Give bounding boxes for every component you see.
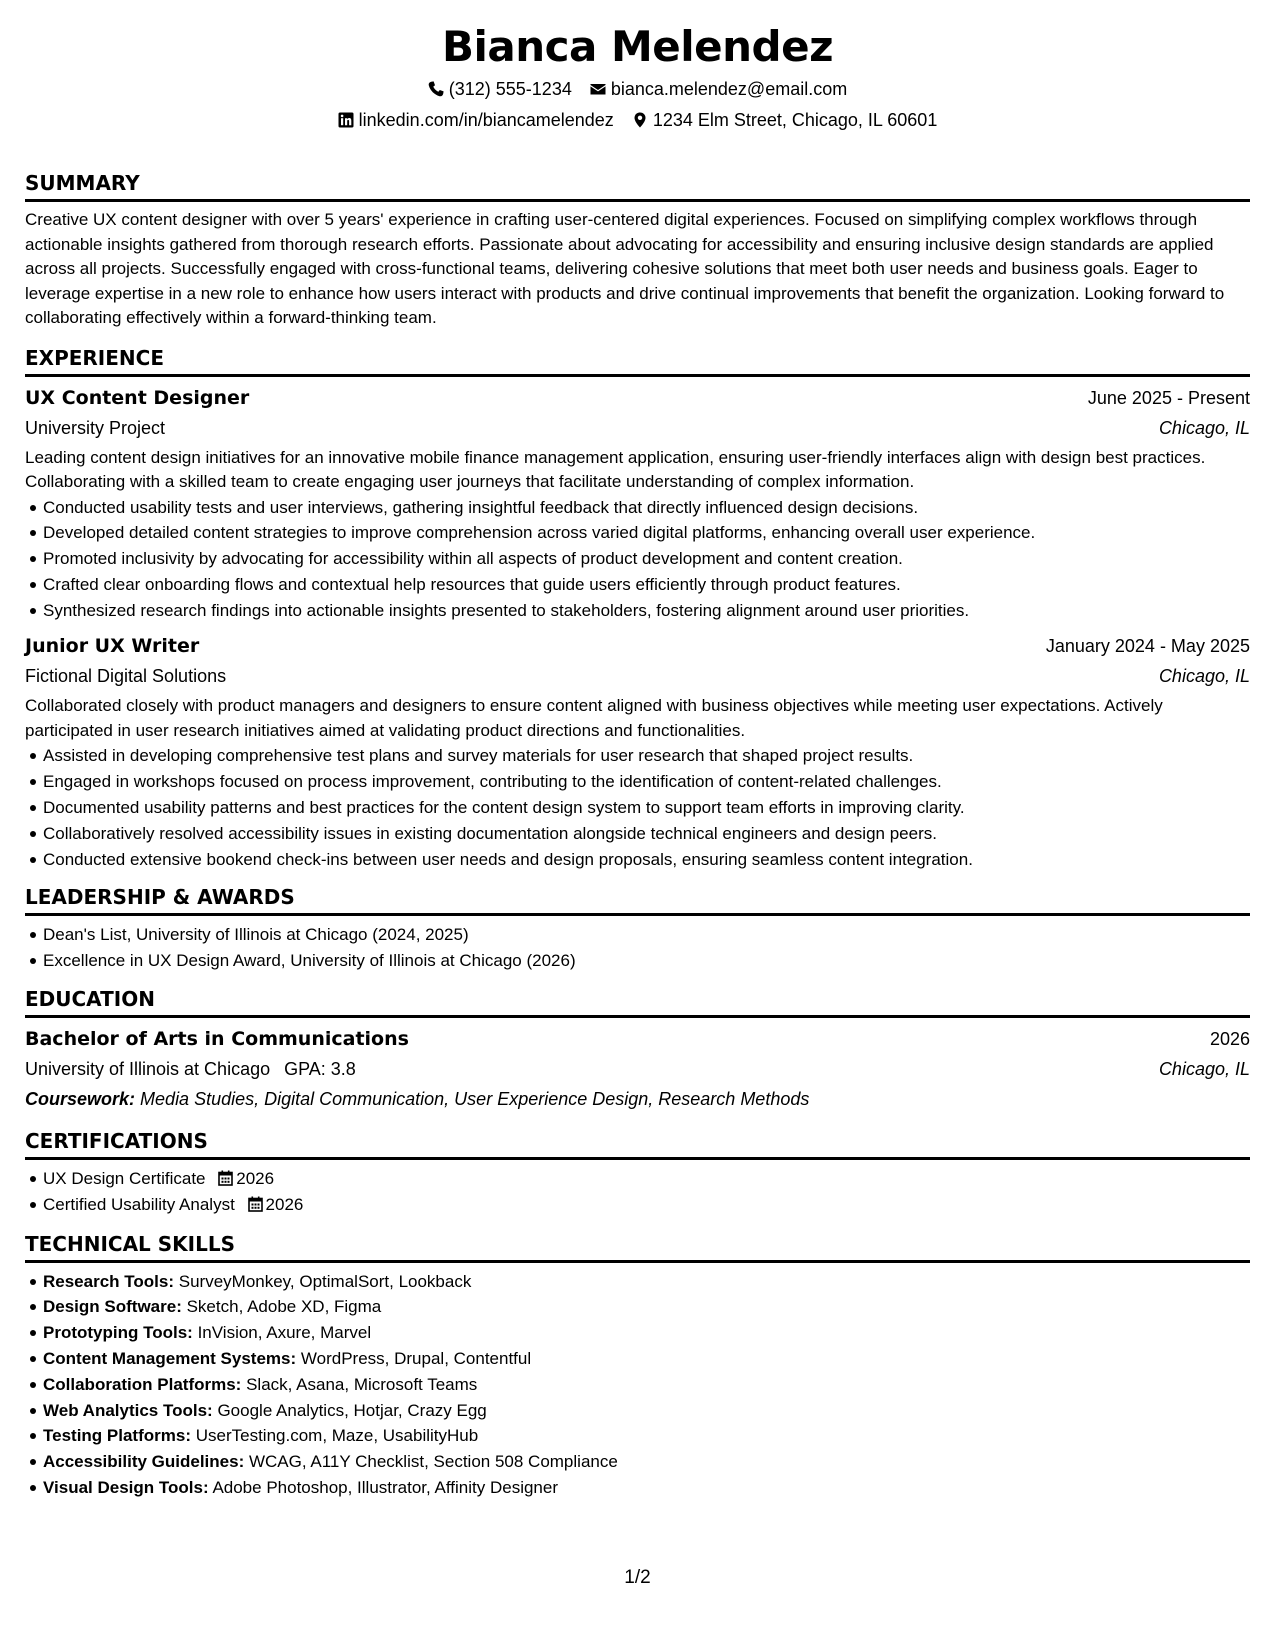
list-item <box>43 1320 1250 1346</box>
address-text: 1234 Elm Street, Chicago, IL 60601 <box>652 110 938 130</box>
contact-line-2 <box>25 108 1250 132</box>
skill-value: InVision, Axure, Marvel <box>197 1323 372 1343</box>
school-location: Chicago, IL <box>1158 1059 1250 1080</box>
summary-text: Creative UX content designer with over 5 years' experience in crafting user-centered digital experiences. Focused on simplifying complex workflows through actionable insights gathered from thorough research efforts. Passionate about advocating for accessibility and ensuring inclusive design standards are applied across all projects. Successfully engaged with cross-functional teams, delivering cohesive solutions that meet both user needs and business goals. Eager to leverage expertise in a new role to enhance how users interact with products and drive continual improvements that benefit the organization. Looking forward to collaborating effectively within a forward-thinking team. <box>25 210 1225 327</box>
certifications-list <box>25 1166 1250 1218</box>
envelope-icon <box>590 81 606 97</box>
email-contact[interactable] <box>590 77 847 101</box>
skill-value: UserTesting.com, Maze, UsabilityHub <box>195 1426 479 1446</box>
job-entry <box>25 631 1250 872</box>
skill-label: Visual Design Tools: <box>43 1478 209 1498</box>
list-item: Documented usability patterns and best practices for the content design system to support team efforts in improving clarity. <box>43 795 1250 821</box>
list-item: Conducted extensive bookend check-ins between user needs and design proposals, ensuring seamless content integration. <box>43 847 1250 873</box>
job-location: Chicago, IL <box>1158 417 1250 438</box>
list-item <box>43 1372 1250 1398</box>
school-name: University of Illinois at Chicago <box>25 1059 271 1080</box>
calendar-icon <box>248 1196 263 1212</box>
skill-value: Sketch, Adobe XD, Figma <box>186 1297 382 1317</box>
skill-value: WordPress, Drupal, Contentful <box>300 1349 532 1369</box>
resume-header <box>25 21 1250 132</box>
skill-value: Slack, Asana, Microsoft Teams <box>246 1374 478 1394</box>
summary-section <box>25 170 1250 331</box>
leadership-list <box>25 922 1250 974</box>
job-dates: January 2024 - May 2025 <box>1045 636 1250 657</box>
skill-value: Google Analytics, Hotjar, Crazy Egg <box>217 1400 487 1420</box>
education-section <box>25 986 1250 1114</box>
skill-label: Collaboration Platforms: <box>43 1374 242 1394</box>
phone-icon <box>428 81 444 97</box>
email-text[interactable]: bianca.melendez@email.com <box>610 79 848 99</box>
list-item: Dean's List, University of Illinois at Chicago (2024, 2025) <box>43 922 1250 948</box>
section-title-leadership: LEADERSHIP & AWARDS <box>25 884 1250 916</box>
list-item <box>43 1294 1250 1320</box>
calendar-icon <box>218 1170 233 1186</box>
list-item <box>43 1166 1250 1192</box>
school-info <box>25 1054 356 1084</box>
degree-title: Bachelor of Arts in Communications <box>25 1028 409 1051</box>
list-item: Promoted inclusivity by advocating for accessibility within all aspects of product development and content creation. <box>43 546 1250 572</box>
list-item: Crafted clear onboarding flows and contextual help resources that guide users efficiently through product features. <box>43 572 1250 598</box>
phone-text: (312) 555-1234 <box>448 79 572 99</box>
coursework-list: Media Studies, Digital Communication, User Experience Design, Research Methods <box>140 1089 810 1110</box>
skill-value: SurveyMonkey, OptimalSort, Lookback <box>178 1271 472 1291</box>
job-description: Leading content design initiatives for an innovative mobile finance management application, ensuring user-friendly interfaces align with design best practices. Collaborating with a skilled team to create engaging user journeys that facilitate understanding of complex information. <box>25 447 1206 491</box>
phone-contact <box>428 77 572 101</box>
graduation-year: 2026 <box>1209 1029 1250 1050</box>
job-bullets <box>25 495 1250 624</box>
contact-line-1 <box>25 77 1250 101</box>
map-pin-icon <box>632 112 648 128</box>
job-bullets <box>25 743 1250 872</box>
skill-label: Design Software: <box>43 1297 182 1317</box>
job-dates: June 2025 - Present <box>1087 387 1250 408</box>
section-title-certifications: CERTIFICATIONS <box>25 1128 1250 1160</box>
certification-year: 2026 <box>265 1194 304 1214</box>
gpa: GPA: 3.8 <box>284 1059 356 1080</box>
skill-label: Accessibility Guidelines: <box>43 1452 245 1472</box>
skills-section <box>25 1231 1250 1501</box>
candidate-name: Bianca Melendez <box>441 22 834 71</box>
list-item <box>43 1449 1250 1475</box>
list-item: Assisted in developing comprehensive test plans and survey materials for user research that shaped project results. <box>43 743 1250 769</box>
skill-label: Testing Platforms: <box>43 1426 191 1446</box>
skill-label: Research Tools: <box>43 1271 175 1291</box>
certifications-section <box>25 1128 1250 1218</box>
coursework-label: Coursework: <box>25 1089 136 1110</box>
list-item <box>43 1346 1250 1372</box>
list-item: Excellence in UX Design Award, University of Illinois at Chicago (2026) <box>43 948 1250 974</box>
list-item <box>43 1475 1250 1501</box>
skill-label: Content Management Systems: <box>43 1349 297 1369</box>
list-item: Collaboratively resolved accessibility issues in existing documentation alongside technical engineers and design peers. <box>43 821 1250 847</box>
certification-name: UX Design Certificate <box>43 1169 206 1189</box>
section-title-education: EDUCATION <box>25 986 1250 1018</box>
job-organization: Fictional Digital Solutions <box>25 666 227 687</box>
skill-label: Web Analytics Tools: <box>43 1400 213 1420</box>
job-location: Chicago, IL <box>1158 666 1250 687</box>
list-item <box>43 1192 1250 1218</box>
page-number: 1/2 <box>624 1567 651 1588</box>
list-item: Synthesized research findings into actionable insights presented to stakeholders, fostering alignment around user priorities. <box>43 598 1250 624</box>
list-item <box>43 1398 1250 1424</box>
linkedin-text[interactable]: linkedin.com/in/biancamelendez <box>358 110 614 130</box>
list-item: Conducted usability tests and user interviews, gathering insightful feedback that directly influenced design decisions. <box>43 495 1250 521</box>
certification-year: 2026 <box>236 1169 275 1189</box>
linkedin-icon <box>338 112 354 128</box>
skills-list <box>25 1269 1250 1501</box>
list-item <box>43 1269 1250 1295</box>
list-item: Developed detailed content strategies to improve comprehension across varied digital platforms, enhancing overall user experience. <box>43 520 1250 546</box>
section-title-skills: TECHNICAL SKILLS <box>25 1231 1250 1263</box>
list-item <box>43 1423 1250 1449</box>
job-description: Collaborated closely with product managers and designers to ensure content aligned with business objectives while meeting user expectations. Actively participated in user research initiatives aimed at validating product directions and functionalities. <box>25 696 1163 740</box>
resume-page <box>25 0 1250 1650</box>
address-contact <box>632 108 938 132</box>
job-title: UX Content Designer <box>25 386 250 409</box>
experience-section <box>25 345 1250 873</box>
list-item: Engaged in workshops focused on process improvement, contributing to the identification of content-related challenges. <box>43 769 1250 795</box>
skill-value: WCAG, A11Y Checklist, Section 508 Compliance <box>248 1452 618 1472</box>
leadership-section <box>25 884 1250 974</box>
job-title: Junior UX Writer <box>25 635 200 658</box>
section-title-experience: EXPERIENCE <box>25 345 1250 377</box>
skill-value: Adobe Photoshop, Illustrator, Affinity Designer <box>212 1478 558 1498</box>
coursework <box>25 1084 1250 1114</box>
skill-label: Prototyping Tools: <box>43 1323 193 1343</box>
certification-name: Certified Usability Analyst <box>43 1194 235 1214</box>
linkedin-contact[interactable] <box>338 108 614 132</box>
section-title-summary: SUMMARY <box>25 170 1250 202</box>
job-entry <box>25 383 1250 624</box>
job-organization: University Project <box>25 417 166 438</box>
